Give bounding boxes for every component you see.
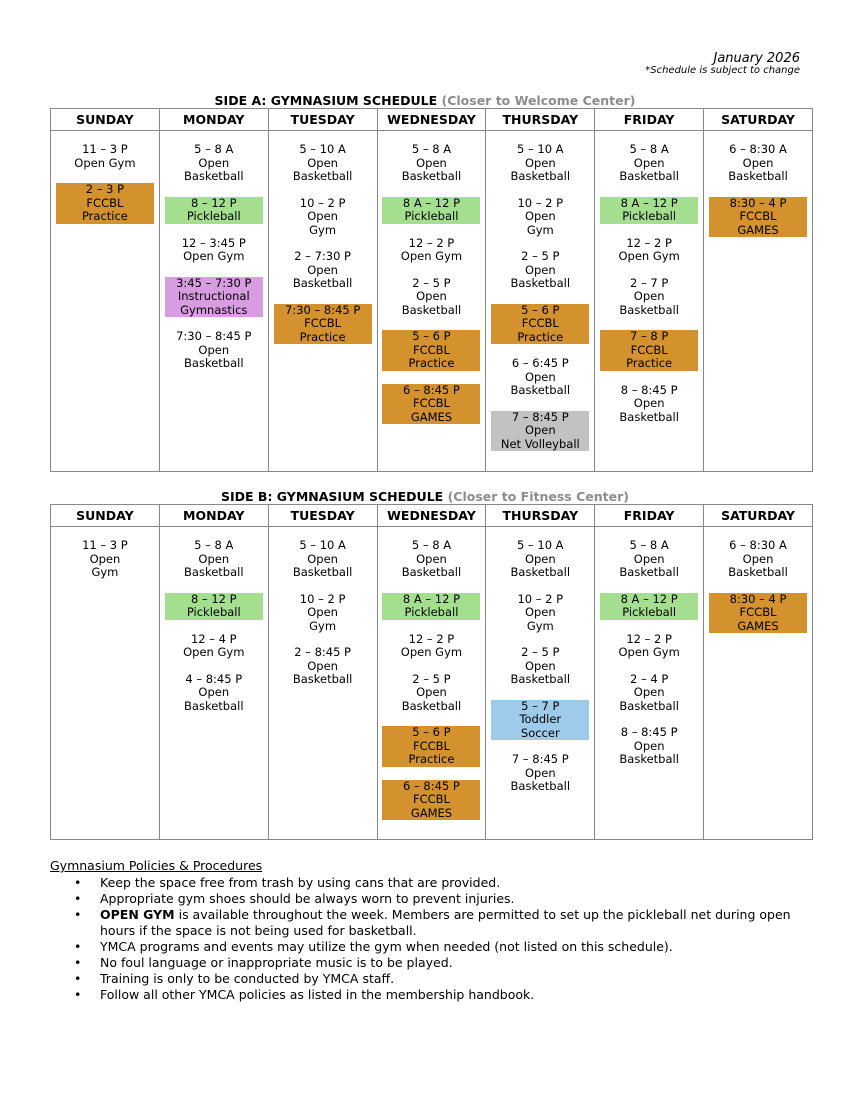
side-a-day-header-row [51,109,813,131]
event-line: Basketball [292,169,353,183]
event-line: Pickleball [404,209,459,223]
day-header-thursday: THURSDAY [486,109,595,131]
event-line: 2 – 5 P [521,249,560,263]
event-block [274,197,372,238]
event-line: 10 – 2 P [299,195,346,210]
event-line: Open [633,155,665,170]
event-line: 2 – 5 P [521,645,560,659]
event-line: Open [633,738,665,753]
event-line: FCCBL [412,738,450,753]
event-line: 12 – 2 P [408,235,455,250]
event-line: FCCBL [521,316,559,330]
event-line: Open Gym [74,155,136,170]
event-block [165,330,263,371]
event-line: FCCBL [86,195,124,210]
event-line: Practice [299,329,346,344]
event-line: 8 A – 12 P [402,591,461,606]
event-block [165,143,263,184]
policy-item [50,971,810,987]
event-line: 8 – 8:45 P [620,725,678,739]
event-block [600,143,698,184]
policy-item [50,987,810,1003]
event-line: Net Volleyball [500,436,580,451]
side-b-subtitle: (Closer to Fitness Center) [447,489,629,504]
policy-item [50,875,810,891]
side-b-day-cell [486,527,595,840]
event-line: Practice [81,209,128,223]
event-line: Open [524,155,556,170]
policy-item [50,939,810,955]
side-a-day-cell [595,131,704,472]
event-block [165,633,263,660]
event-line: 2 – 4 P [629,671,669,686]
event-line: 5 – 6 P [521,302,560,317]
event-line: Basketball [619,302,679,317]
event-block [382,633,480,660]
event-block [274,646,372,687]
event-line: 12 – 4 P [190,631,237,646]
event-line: Basketball [184,698,244,713]
day-header-saturday: SATURDAY [704,109,813,131]
event-line: 5 – 8 A [194,538,234,552]
event-line: Open [416,289,447,303]
event-line: FCCBL [412,342,450,357]
event-line: Open [524,262,556,277]
policy-text: No foul language or inappropriate music is to be played. [100,955,453,970]
event-line: Open [633,685,665,699]
event-line: Pickleball [404,605,459,619]
event-line: GAMES [410,805,453,820]
event-line: Open [198,685,230,699]
event-block-orange [600,330,698,371]
event-block [491,143,589,184]
event-block-purple [165,277,263,318]
event-line: 5 – 8 A [411,142,452,156]
event-line: Open [524,209,556,223]
event-block [491,646,589,687]
event-block [600,673,698,714]
side-a-day-cell [159,131,268,472]
event-block-orange [382,384,480,425]
event-line: 8 A – 12 P [402,195,461,210]
event-block [274,250,372,291]
event-line: 7:30 – 8:45 P [176,329,252,343]
event-line: 8:30 – 4 P [729,591,787,606]
event-line: Pickleball [186,605,241,619]
event-line: Basketball [510,565,571,579]
event-line: Basketball [401,565,462,579]
event-line: Open Gym [183,249,245,263]
event-line: Basketball [292,565,353,579]
day-header-wednesday: WEDNESDAY [377,109,486,131]
event-line: Open [307,658,338,673]
event-line: Practice [517,329,564,344]
side-a-day-cell [51,131,160,472]
event-line: Soccer [520,725,560,740]
event-block [600,633,698,660]
event-line: 12 – 2 P [408,631,455,646]
event-line: 7 – 8:45 P [511,409,569,424]
schedule-month: January 2026 [713,51,800,66]
event-block [600,237,698,264]
event-line: Gym [526,618,554,633]
event-block [382,673,480,714]
event-line: Open [524,658,556,673]
day-header-saturday: SATURDAY [704,505,813,527]
day-header-tuesday: TUESDAY [268,109,377,131]
event-line: 2 – 5 P [412,275,451,290]
event-line: 11 – 3 P [82,538,128,552]
event-line: Basketball [510,779,571,793]
side-b-title-text: SIDE B: GYMNASIUM SCHEDULE [221,489,444,504]
event-line: FCCBL [739,209,777,223]
policy-text: Follow all other YMCA policies as listed in the membership handbook. [100,987,535,1002]
event-line: Open [198,155,230,170]
event-line: FCCBL [412,792,450,806]
event-line: 10 – 2 P [517,591,564,606]
side-b-day-header-row [51,505,813,527]
event-block [56,539,154,580]
event-line: Basketball [292,276,353,290]
policy-item [50,907,810,939]
event-line: Open Gym [400,645,463,659]
event-line: 8 A – 12 P [620,195,678,210]
event-line: 5 – 10 A [517,538,564,552]
event-block [382,539,480,580]
event-block-orange [709,197,807,238]
policy-text: Training is only to be conducted by YMCA staff. [100,971,395,986]
event-line: Pickleball [622,605,677,619]
event-block-orange [491,304,589,345]
side-a-schedule-row [51,131,813,472]
event-line: 8 – 8:45 P [620,382,678,397]
event-line: Basketball [510,672,571,686]
event-block-orange [382,330,480,371]
event-line: 6 – 8:30 A [729,538,787,552]
policy-bold: OPEN GYM [100,907,175,922]
event-line: Gym [309,222,337,237]
event-line: Open [633,551,665,566]
event-line: Open [416,685,447,699]
event-line: Basketball [184,169,244,183]
event-line: 5 – 7 P [521,698,560,713]
side-a-day-cell [486,131,595,472]
event-line: 5 – 8 A [411,538,452,552]
side-b-title [0,489,850,504]
event-line: 5 – 6 P [412,329,451,343]
day-header-tuesday: TUESDAY [268,505,377,527]
event-line: Basketball [510,276,571,290]
event-block-orange [709,593,807,634]
event-line: 12 – 3:45 P [181,235,246,250]
event-line: Open Gym [400,249,463,263]
event-line: Open [524,765,556,780]
event-line: 8 A – 12 P [620,591,678,606]
side-a-day-cell [704,131,813,472]
event-line: Open [633,396,665,410]
event-block [709,143,807,184]
event-line: Basketball [510,169,571,183]
event-block [600,726,698,767]
event-line: Open Gym [183,645,245,659]
policy-item [50,891,810,907]
day-header-monday: MONDAY [159,505,268,527]
schedule-change-note: *Schedule is subject to change [645,65,800,76]
day-header-monday: MONDAY [159,109,268,131]
event-line: Basketball [401,302,462,317]
event-block-blue [491,700,589,741]
event-line: 6 – 8:45 P [403,382,460,397]
event-block [709,539,807,580]
event-line: Basketball [510,383,571,397]
event-line: 12 – 2 P [626,235,672,250]
event-line: Basketball [619,409,679,424]
event-line: Open [524,369,556,384]
event-line: 6 – 8:30 A [729,142,787,156]
event-line: 5 – 10 A [299,538,346,552]
day-header-wednesday: WEDNESDAY [377,505,486,527]
event-line: 2 – 5 P [412,671,451,686]
event-block-green [382,197,480,224]
event-line: Pickleball [186,209,241,223]
event-block [491,357,589,398]
event-line: 2 – 7 P [629,275,669,290]
event-line: Open [633,289,665,303]
event-line: Basketball [184,565,244,579]
day-header-friday: FRIDAY [595,505,704,527]
day-header-thursday: THURSDAY [486,505,595,527]
side-b-day-cell [159,527,268,840]
event-line: Open [524,605,556,619]
event-block [165,673,263,714]
side-b-day-cell [595,527,704,840]
side-b-day-cell [51,527,160,840]
side-a-title-text: SIDE A: GYMNASIUM SCHEDULE [214,93,438,108]
event-block [274,143,372,184]
event-line: Basketball [619,169,679,183]
event-line: GAMES [737,222,779,237]
event-block [382,237,480,264]
event-line: Practice [408,356,455,370]
event-line: Toddler [519,712,562,726]
event-block [491,197,589,238]
event-line: Open [307,262,338,277]
event-line: Open [307,155,338,170]
event-line: 5 – 6 P [412,725,451,739]
event-line: Open [742,551,774,566]
event-line: 5 – 8 A [194,142,234,156]
event-line: 5 – 8 A [629,142,669,156]
event-line: 8 – 12 P [190,591,237,606]
event-line: Practice [408,752,455,766]
event-line: 11 – 3 P [82,142,128,156]
event-line: Open [307,209,338,223]
event-line: FCCBL [304,316,342,330]
event-block [491,539,589,580]
event-line: Open [307,551,338,566]
event-block [56,143,154,170]
event-block-orange [56,183,154,224]
event-line: FCCBL [412,396,450,410]
side-b-day-cell [268,527,377,840]
event-line: Instructional [177,289,250,303]
side-a-title [0,93,850,108]
event-block [382,143,480,184]
policy-text: Appropriate gym shoes should be always worn to prevent injuries. [100,891,515,906]
policy-text: is available throughout the week. Members are permitted to set up the pickleball net during open hours if the space is not being used for basketball. [100,907,791,938]
event-block-orange [382,726,480,767]
event-line: 2 – 8:45 P [294,645,351,659]
event-line: FCCBL [739,605,777,619]
event-line: 10 – 2 P [299,591,346,606]
event-line: 10 – 2 P [517,195,564,210]
policy-item [50,955,810,971]
side-b-day-cell [377,527,486,840]
event-block-green [600,593,698,620]
policies-list [50,875,810,1003]
event-line: GAMES [737,618,779,633]
event-block-green [382,593,480,620]
event-line: 7 – 8:45 P [511,752,569,766]
event-line: Gym [91,565,119,579]
event-block [491,593,589,634]
event-line: Open [307,605,338,619]
event-line: 2 – 3 P [85,182,125,196]
event-line: Open Gym [618,249,680,263]
event-line: 12 – 2 P [626,631,672,646]
event-block-green [600,197,698,224]
event-line: 6 – 6:45 P [511,356,569,370]
event-block-green [165,593,263,620]
event-line: Basketball [728,565,788,579]
event-line: Open [198,551,230,566]
event-line: FCCBL [630,342,668,357]
event-line: Basketball [401,698,462,713]
event-line: 7:30 – 8:45 P [284,302,361,317]
day-header-friday: FRIDAY [595,109,704,131]
day-header-sunday: SUNDAY [51,505,160,527]
event-line: GAMES [410,409,453,424]
event-line: 4 – 8:45 P [185,671,243,686]
event-line: Basketball [619,698,679,713]
event-block [600,384,698,425]
policy-text: Keep the space free from trash by using cans that are provided. [100,875,501,890]
event-block [274,539,372,580]
event-line: 8:30 – 4 P [729,195,787,210]
event-line: 5 – 10 A [517,142,564,156]
event-line: Basketball [728,169,788,183]
event-line: Open [416,551,447,566]
side-b-schedule-row [51,527,813,840]
event-block [600,539,698,580]
event-line: Pickleball [622,209,677,223]
side-a-schedule-table [50,108,813,472]
event-block [382,277,480,318]
event-block [165,237,263,264]
event-block [274,593,372,634]
event-line: 7 – 8 P [629,329,669,343]
event-line: Gym [526,222,554,237]
side-a-day-cell [377,131,486,472]
side-b-schedule-table [50,504,813,840]
event-block [491,753,589,794]
event-line: Basketball [401,169,462,183]
event-line: 5 – 8 A [629,538,669,552]
event-line: Open [524,551,556,566]
event-line: Open [742,155,774,170]
event-line: 8 – 12 P [190,195,237,210]
event-line: Open [198,342,230,357]
side-a-subtitle: (Closer to Welcome Center) [441,93,636,108]
event-line: 5 – 10 A [299,142,346,156]
event-block-gray [491,411,589,452]
day-header-sunday: SUNDAY [51,109,160,131]
event-line: Basketball [619,752,679,766]
policies-title: Gymnasium Policies & Procedures [50,858,263,873]
event-block [600,277,698,318]
event-block-green [165,197,263,224]
event-line: 6 – 8:45 P [403,778,460,793]
event-block [491,250,589,291]
event-line: Basketball [184,356,244,370]
policy-text: YMCA programs and events may utilize the gym when needed (not listed on this schedule). [100,939,673,954]
event-line: Gym [309,618,337,633]
event-line: Basketball [292,672,353,686]
event-line: Open [524,423,556,437]
event-line: Open [416,155,447,170]
event-line: Open Gym [618,645,680,659]
event-block-orange [382,780,480,821]
event-line: 2 – 7:30 P [294,249,351,263]
event-block-orange [274,304,372,345]
event-line: Open [89,551,121,566]
event-line: Gymnastics [180,302,248,317]
event-line: 3:45 – 7:30 P [176,275,252,290]
event-block [165,539,263,580]
side-a-day-cell [268,131,377,472]
side-b-day-cell [704,527,813,840]
event-line: Practice [626,356,673,370]
event-line: Basketball [619,565,679,579]
